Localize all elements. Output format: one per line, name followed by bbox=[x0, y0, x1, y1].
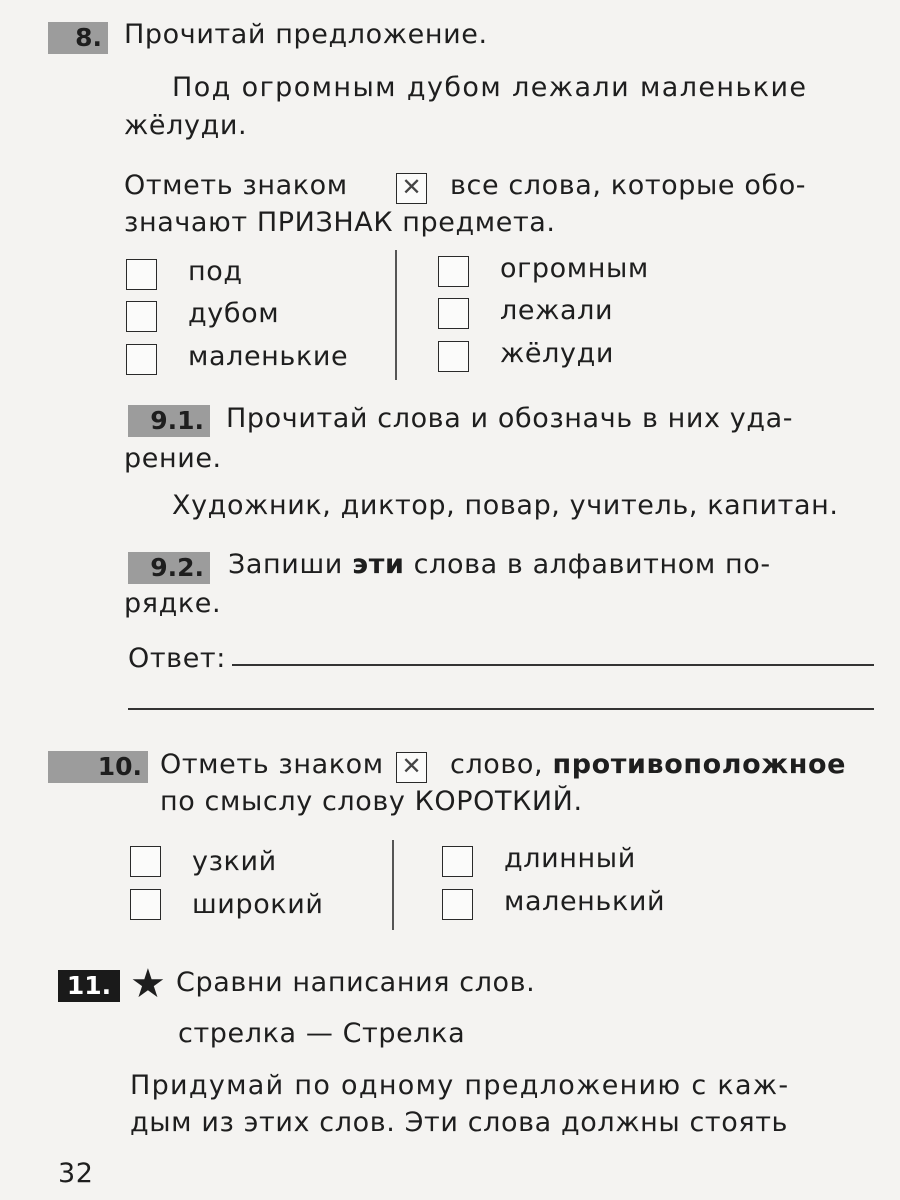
task-8-mark-line1 bbox=[124, 170, 348, 202]
checkbox-malenkie[interactable] bbox=[126, 344, 157, 375]
task-8-number: 8. bbox=[48, 22, 108, 54]
option-label-shirokiy: широкий bbox=[192, 889, 324, 920]
x-mark-sample-icon: ✕ bbox=[396, 173, 427, 204]
task-8-mark-line1-after: все слова, которые обо- bbox=[450, 170, 807, 201]
task-8-sentence-line1: Под огромным дубом лежали маленькие bbox=[172, 72, 808, 103]
option-label-dubom: дубом bbox=[188, 298, 280, 329]
page-number: 32 bbox=[58, 1158, 94, 1189]
task-10-line1-rest bbox=[450, 749, 846, 781]
task-11-instruction: Сравни написания слов. bbox=[176, 967, 536, 998]
task-8-sentence-line2: жёлуди. bbox=[124, 110, 248, 141]
task-9-1-instruction-line1: Прочитай слова и обозначь в них уда- bbox=[226, 403, 794, 434]
answer-label: Ответ: bbox=[128, 643, 226, 674]
task-9-2-instruction-line2: рядке. bbox=[124, 588, 222, 619]
task-9-1-number: 9.1. bbox=[128, 405, 210, 437]
option-label-zheludi: жёлуди bbox=[500, 338, 614, 369]
task-9-1-words: Художник, диктор, повар, учитель, капитан. bbox=[172, 490, 839, 521]
task-8-mark-line2: значают ПРИЗНАК предмета. bbox=[124, 207, 556, 238]
task-8-instruction: Прочитай предложение. bbox=[124, 19, 488, 50]
options-divider bbox=[392, 840, 394, 930]
task-11-line2: дым из этих слов. Эти слова должны стоять bbox=[130, 1107, 789, 1138]
task-9-1-instruction-line2: рение. bbox=[124, 443, 222, 474]
task-10-line2: по смыслу слову КОРОТКИЙ. bbox=[160, 786, 583, 817]
star-icon: ★ bbox=[130, 961, 166, 1007]
answer-line-2[interactable] bbox=[128, 708, 874, 710]
option-label-malenkie: маленькие bbox=[188, 341, 349, 372]
answer-line-1[interactable] bbox=[232, 664, 874, 666]
option-label-dlinnyy: длинный bbox=[504, 843, 636, 874]
task-11-number: 11. bbox=[58, 970, 120, 1002]
option-label-lezhali: лежали bbox=[500, 295, 614, 326]
mark-text-before: Отметь знаком bbox=[124, 170, 348, 201]
checkbox-lezhali[interactable] bbox=[438, 298, 469, 329]
checkbox-shirokiy[interactable] bbox=[130, 889, 161, 920]
line1-middle: слово, bbox=[450, 749, 544, 780]
line1-bold-word: противоположное bbox=[552, 749, 847, 780]
option-label-uzkiy: узкий bbox=[192, 846, 277, 877]
options-divider bbox=[395, 250, 397, 380]
option-label-pod: под bbox=[188, 256, 243, 287]
checkbox-dubom[interactable] bbox=[126, 301, 157, 332]
checkbox-uzkiy[interactable] bbox=[130, 846, 161, 877]
checkbox-dlinnyy[interactable] bbox=[442, 846, 473, 877]
checkbox-zheludi[interactable] bbox=[438, 341, 469, 372]
instruction-before: Запиши bbox=[228, 549, 343, 580]
task-9-2-number: 9.2. bbox=[128, 552, 210, 584]
instruction-bold-word: эти bbox=[352, 549, 405, 580]
checkbox-ogromnym[interactable] bbox=[438, 256, 469, 287]
task-10-number: 10. bbox=[48, 751, 148, 783]
instruction-after: слова в алфавитном по- bbox=[413, 549, 771, 580]
task-9-2-instruction-line1 bbox=[228, 549, 771, 581]
option-label-malenkiy: маленький bbox=[504, 886, 666, 917]
task-11-words: стрелка — Стрелка bbox=[178, 1018, 466, 1049]
checkbox-malenkiy[interactable] bbox=[442, 889, 473, 920]
task-10-line1-before: Отметь знаком bbox=[160, 749, 384, 780]
task-11-line1: Придумай по одному предложению с каж- bbox=[130, 1070, 790, 1101]
checkbox-pod[interactable] bbox=[126, 259, 157, 290]
x-mark-sample-icon: ✕ bbox=[396, 752, 427, 783]
option-label-ogromnym: огромным bbox=[500, 253, 649, 284]
